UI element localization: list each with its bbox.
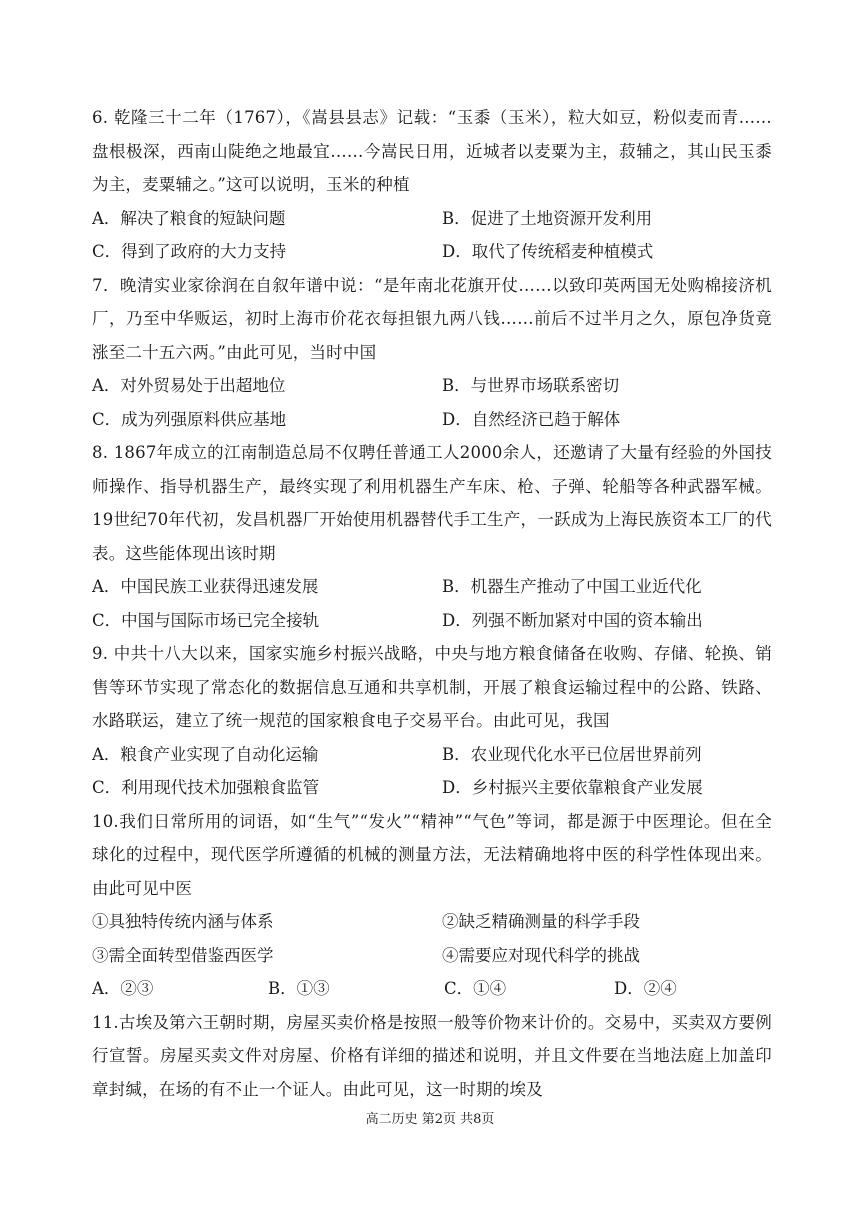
question-11 <box>92 1006 772 1107</box>
question-list <box>92 101 772 1106</box>
option-a: A．中国民族工业获得迅速发展 <box>92 577 319 596</box>
option-b: B．农业现代化水平已位居世界前列 <box>442 744 702 764</box>
statements <box>92 905 772 972</box>
question-stem: 10.我们日常所用的词语，如“生气”“发火”“精神”“气色”等词，都是源于中医理论。但在全球化的过程中，现代医学所遵循的机械的测量方法，无法精确地将中医的科学性体现出来。由此可见中医 <box>92 811 772 898</box>
option-d: D．列强不断加紧对中国的资本输出 <box>442 610 703 630</box>
statement-4: ④需要应对现代科学的挑战 <box>442 945 640 965</box>
option-a: A．粮食产业实现了自动化运输 <box>92 744 319 764</box>
question-6 <box>92 101 772 269</box>
option-b: B．①③ <box>268 979 330 998</box>
option-b: B．与世界市场联系密切 <box>442 376 620 395</box>
question-stem: 7．晚清实业家徐润在自叙年谱中说：“是年南北花旗开仗……以致印英两国无处购棉接济机厂，乃至中华贩运，初时上海市价花衣每担银九两八钱……前后不过半月之久，原包净货竟涨至二十五六两。”由此可见，当时中国 <box>92 275 772 362</box>
option-b: B．促进了土地资源开发利用 <box>442 208 653 228</box>
option-a: A．解决了粮食的短缺问题 <box>92 208 286 228</box>
question-stem: 8. 1867年成立的江南制造总局不仅聘任普通工人2000余人，还邀请了大量有经验的外国技师操作、指导机器生产，最终实现了利用机器生产车床、枪、子弹、轮船等各种武器军械。19世纪70年代初，发昌机器厂开始使用机器替代手工生产，一跃成为上海民族资本工厂的代表。这些能体现出该时期 <box>92 443 772 563</box>
option-c: C．①④ <box>444 979 507 998</box>
option-d: D．取代了传统稻麦种植模式 <box>442 242 654 261</box>
option-d: D．②④ <box>614 979 677 998</box>
statement-2: ②缺乏精确测量的科学手段 <box>442 912 640 931</box>
question-8 <box>92 436 772 637</box>
question-stem: 9. 中共十八大以来，国家实施乡村振兴战略，中央与地方粮食储备在收购、存储、轮换、销售等环节实现了常态化的数据信息互通和共享机制，开展了粮食运输过程中的公路、铁路、水路联运，建立了统一规范的国家粮食电子交易平台。由此可见，我国 <box>92 644 772 730</box>
option-c: C．得到了政府的大力支持 <box>92 242 287 261</box>
question-10 <box>92 805 772 1006</box>
option-b: B．机器生产推动了中国工业近代化 <box>442 577 702 596</box>
option-d: D．乡村振兴主要依靠粮食产业发展 <box>442 778 703 797</box>
option-a: A．对外贸易处于出超地位 <box>92 376 286 395</box>
option-c: C．成为列强原料供应基地 <box>92 409 287 429</box>
statement-3: ③需全面转型借鉴西医学 <box>92 945 274 965</box>
question-7 <box>92 269 772 437</box>
statement-1: ①具独特传统内涵与体系 <box>92 912 274 931</box>
option-c: C．利用现代技术加强粮食监管 <box>92 778 320 797</box>
question-stem: 11.古埃及第六王朝时期，房屋买卖价格是按照一般等价物来计价的。交易中，买卖双方要例行宣誓。房屋买卖文件对房屋、价格有详细的描述和说明，并且文件要在当地法庭上加盖印章封缄，在场的有不止一个证人。由此可见，这一时期的埃及 <box>92 1012 772 1099</box>
options <box>92 202 772 269</box>
options <box>92 972 772 1006</box>
options <box>92 369 772 436</box>
question-9 <box>92 637 772 805</box>
options <box>92 570 772 637</box>
option-c: C．中国与国际市场已完全接轨 <box>92 610 320 630</box>
page-footer: 高二历史 第2页 共8页 <box>365 1112 495 1127</box>
option-a: A．②③ <box>92 979 154 998</box>
question-stem: 6. 乾隆三十二年（1767），《嵩县县志》记载：“玉黍（玉米），粒大如豆，粉似麦而青……盘根极深，西南山陡绝之地最宜……今嵩民日用，近城者以麦粟为主，菽辅之，其山民玉黍为主，麦粟辅之。”这可以说明，玉米的种植 <box>92 108 772 194</box>
option-d: D．自然经济已趋于解体 <box>442 409 621 429</box>
options <box>92 738 772 805</box>
